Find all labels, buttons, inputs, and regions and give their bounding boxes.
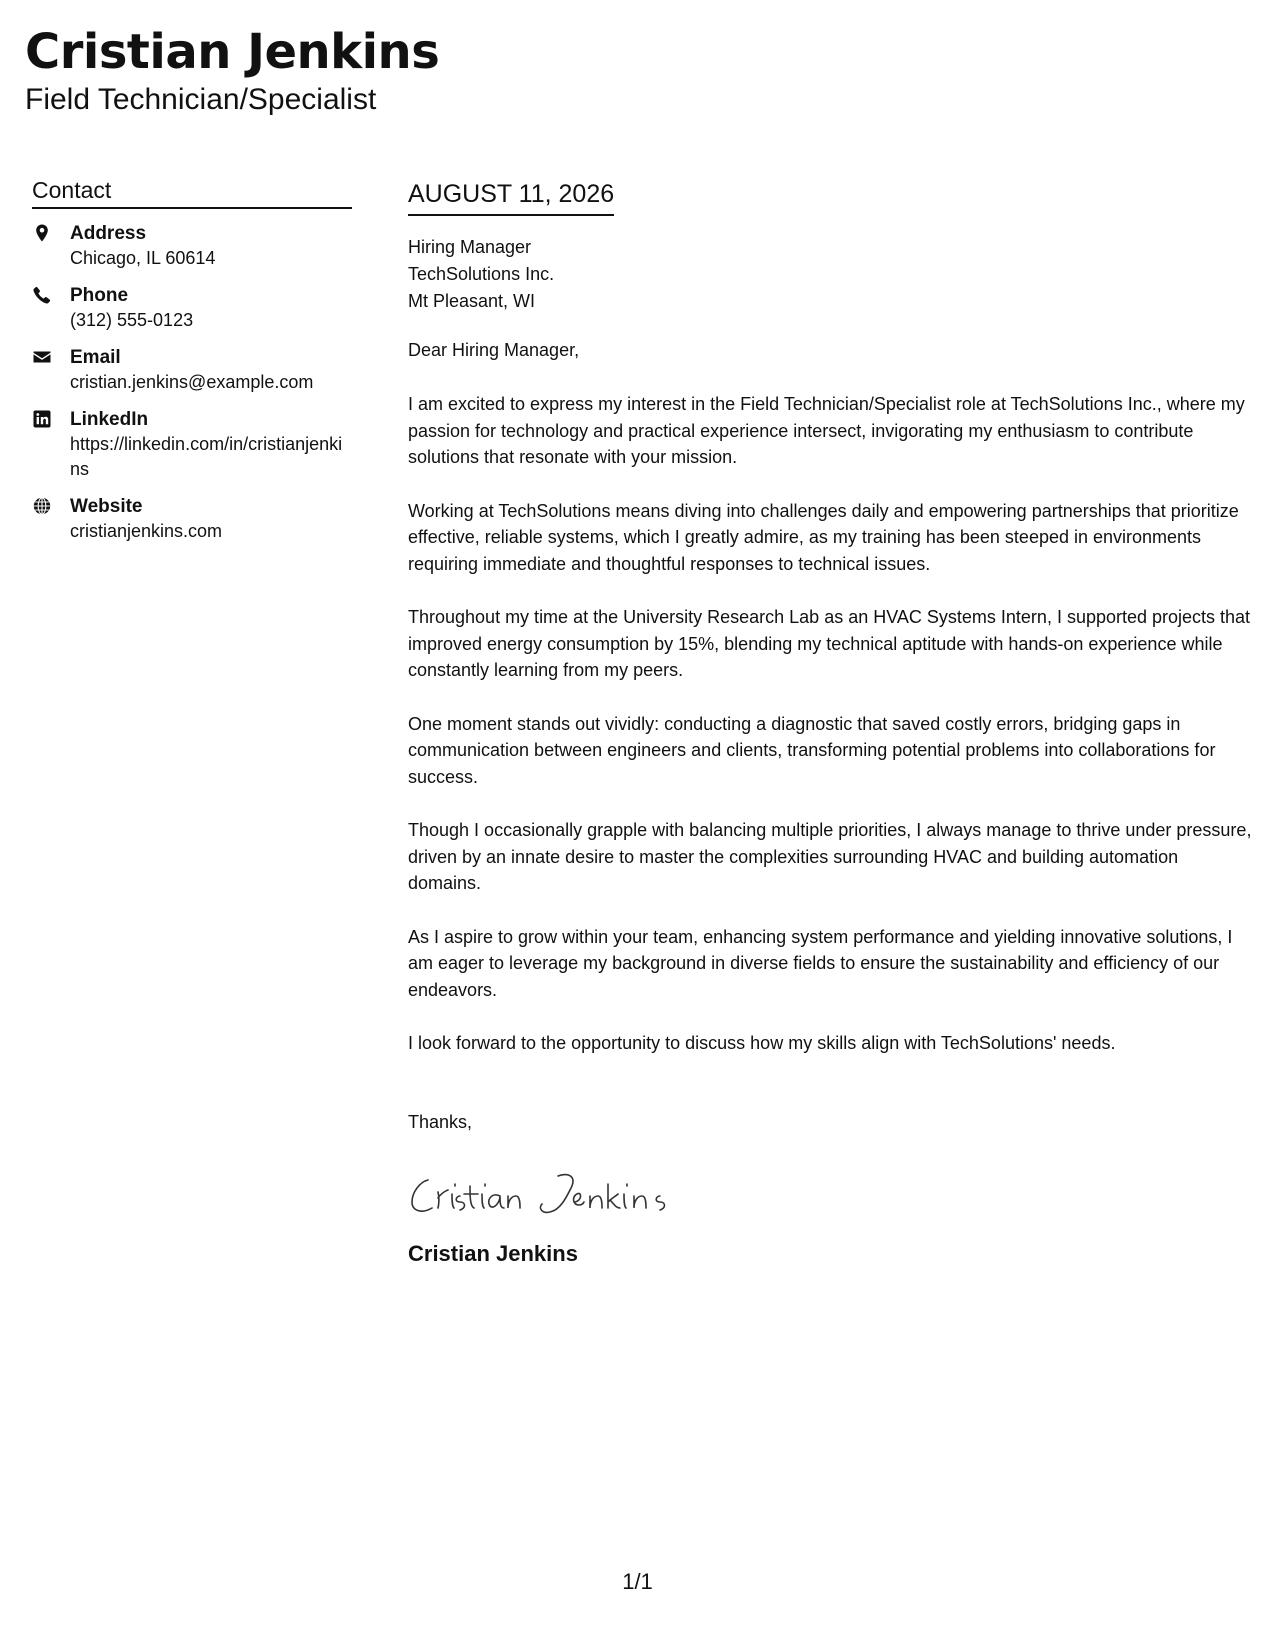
contact-item-address	[32, 221, 352, 271]
contact-label-website: Website	[70, 496, 143, 517]
map-pin-icon	[32, 221, 70, 271]
contact-section-title: Contact	[32, 176, 352, 209]
contact-item-linkedin	[32, 407, 352, 482]
recipient-line: Mt Pleasant, WI	[408, 291, 536, 311]
phone-icon	[32, 283, 70, 333]
contact-item-email	[32, 345, 352, 395]
letter-paragraph: I am excited to express my interest in the Field Technician/Specialist role at TechSolutions Inc., where my passion for technology and practical experience intersect, invigorating my enthusiasm to contribute solutions that resonate with your mission.	[408, 394, 1245, 467]
letter-body	[408, 178, 1253, 1268]
candidate-title: Field Technician/Specialist	[25, 83, 377, 116]
contact-value-website[interactable]: cristianjenkins.com	[70, 521, 223, 541]
letter-paragraph: I look forward to the opportunity to discuss how my skills align with TechSolutions' needs.	[408, 1033, 1116, 1053]
salutation: Dear Hiring Manager,	[408, 340, 580, 360]
contact-item-website	[32, 494, 352, 544]
letter-paragraph: As I aspire to grow within your team, enhancing system performance and yielding innovative solutions, I am eager to leverage my background in diverse fields to ensure the sustainability and efficiency of our endeavors.	[408, 926, 1233, 1000]
contact-label-linkedin: LinkedIn	[70, 409, 149, 430]
contact-value-address: Chicago, IL 60614	[70, 248, 216, 268]
contact-value-email[interactable]: cristian.jenkins@example.com	[70, 372, 314, 392]
contact-sidebar	[32, 176, 352, 556]
letter-paragraph: Working at TechSolutions means diving into challenges daily and empowering partnerships that prioritize effective, reliable systems, which I greatly admire, as my training has been steeped in environments requiring immediate and thoughtful responses to technical issues.	[408, 500, 1239, 574]
linkedin-icon	[32, 407, 70, 482]
recipient-line: Hiring Manager	[408, 237, 532, 257]
recipient-line: TechSolutions Inc.	[408, 264, 555, 284]
handwritten-signature	[408, 1162, 1253, 1222]
contact-label-address: Address	[70, 223, 147, 244]
letter-paragraph: Throughout my time at the University Research Lab as an HVAC Systems Intern, I supported projects that improved energy consumption by 15%, blending my technical aptitude with hands-on experience while constantly learning from my peers.	[408, 607, 1251, 680]
letter-paragraph: Though I occasionally grapple with balancing multiple priorities, I always manage to thrive under pressure, driven by an innate desire to master the complexities surrounding HVAC and building automation domains.	[408, 820, 1252, 893]
signer-name: Cristian Jenkins	[408, 1240, 578, 1266]
contact-value-linkedin[interactable]: https://linkedin.com/in/cristianjenkins	[70, 434, 343, 479]
recipient-block	[408, 234, 1253, 315]
resume-header	[25, 22, 439, 118]
contact-label-email: Email	[70, 347, 121, 368]
page-number: 1/1	[622, 1569, 653, 1594]
contact-value-phone: (312) 555-0123	[70, 310, 194, 330]
contact-label-phone: Phone	[70, 285, 129, 306]
closing: Thanks,	[408, 1111, 473, 1132]
candidate-name: Cristian Jenkins	[25, 24, 440, 80]
contact-item-phone	[32, 283, 352, 333]
envelope-icon	[32, 345, 70, 395]
letter-date: AUGUST 11, 2026	[408, 178, 614, 216]
letter-paragraph: One moment stands out vividly: conducting a diagnostic that saved costly errors, bridging gaps in communication between engineers and clients, transforming potential problems into collaborations for success.	[408, 713, 1216, 787]
globe-icon	[32, 494, 70, 544]
